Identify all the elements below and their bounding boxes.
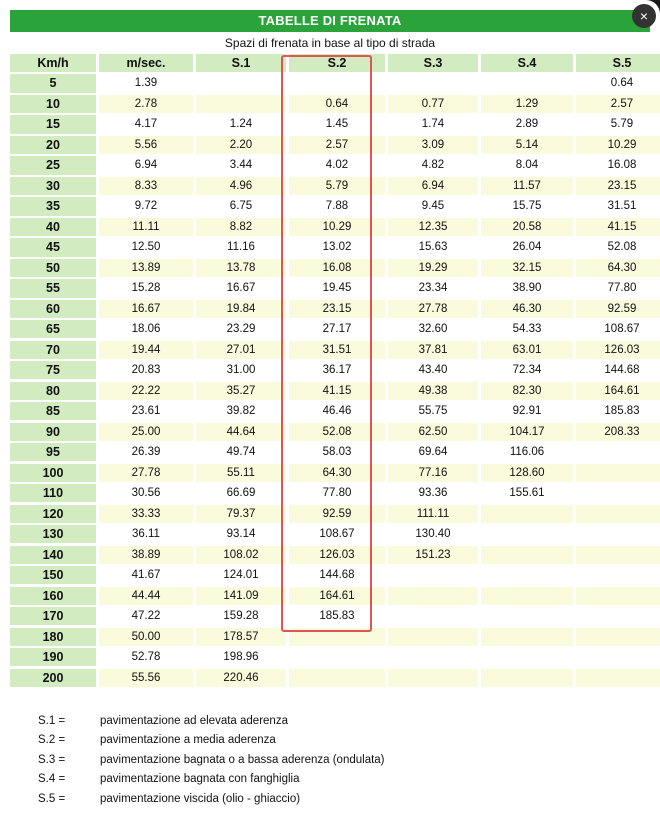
table-cell-s3: 111.11 — [388, 505, 478, 523]
table-cell-s1: 1.24 — [196, 115, 286, 133]
table-cell-kmh: 65 — [10, 320, 96, 338]
table-cell-msec: 16.67 — [99, 300, 193, 318]
table-cell-kmh: 200 — [10, 669, 96, 687]
table-cell-s4 — [481, 648, 573, 666]
table-cell-s5: 5.79 — [576, 115, 660, 133]
table-cell-s3: 69.64 — [388, 443, 478, 461]
table-cell-msec: 12.50 — [99, 238, 193, 256]
table-cell-s5: 164.61 — [576, 382, 660, 400]
table-cell-msec: 2.78 — [99, 95, 193, 113]
table-cell-s1: 13.78 — [196, 259, 286, 277]
table-cell-s5: 52.08 — [576, 238, 660, 256]
table-cell-s1: 27.01 — [196, 341, 286, 359]
table-cell-msec: 30.56 — [99, 484, 193, 502]
table-cell-s4 — [481, 669, 573, 687]
table-cell-kmh: 170 — [10, 607, 96, 625]
table-cell-s5: 0.64 — [576, 74, 660, 92]
table-cell-s1: 2.20 — [196, 136, 286, 154]
table-cell-msec: 22.22 — [99, 382, 193, 400]
table-cell-s3: 23.34 — [388, 279, 478, 297]
table-cell-s2 — [289, 669, 385, 687]
table-cell-s1: 66.69 — [196, 484, 286, 502]
table-cell-s2: 19.45 — [289, 279, 385, 297]
table-cell-kmh: 75 — [10, 361, 96, 379]
table-cell-s5: 92.59 — [576, 300, 660, 318]
table-cell-s4: 82.30 — [481, 382, 573, 400]
close-icon[interactable]: × — [632, 4, 656, 28]
table-cell-s5 — [576, 607, 660, 625]
table-cell-s5 — [576, 505, 660, 523]
table-cell-s3: 12.35 — [388, 218, 478, 236]
table-cell-s5: 10.29 — [576, 136, 660, 154]
legend-item — [38, 750, 598, 770]
table-cell-s5: 185.83 — [576, 402, 660, 420]
table-cell-s2: 2.57 — [289, 136, 385, 154]
table-cell-s3 — [388, 669, 478, 687]
table-cell-kmh: 50 — [10, 259, 96, 277]
legend-description: pavimentazione a media aderenza — [100, 734, 276, 747]
table-cell-msec: 15.28 — [99, 279, 193, 297]
table-cell-kmh: 110 — [10, 484, 96, 502]
table-cell-s5: 208.33 — [576, 423, 660, 441]
table-cell-s5: 64.30 — [576, 259, 660, 277]
table-cell-s5: 31.51 — [576, 197, 660, 215]
table-cell-kmh: 60 — [10, 300, 96, 318]
table-cell-kmh: 20 — [10, 136, 96, 154]
table-cell-s1: 55.11 — [196, 464, 286, 482]
table-cell-s5: 23.15 — [576, 177, 660, 195]
table-cell-s4: 26.04 — [481, 238, 573, 256]
table-cell-kmh: 85 — [10, 402, 96, 420]
table-cell-s2: 41.15 — [289, 382, 385, 400]
table-cell-s5 — [576, 525, 660, 543]
table-cell-s3: 43.40 — [388, 361, 478, 379]
legend-key: S.4 = — [38, 773, 66, 786]
table-cell-kmh: 120 — [10, 505, 96, 523]
table-cell-s5 — [576, 669, 660, 687]
table-cell-s2 — [289, 648, 385, 666]
table-cell-msec: 55.56 — [99, 669, 193, 687]
table-cell-s2 — [289, 628, 385, 646]
table-cell-s2: 46.46 — [289, 402, 385, 420]
table-cell-s3: 130.40 — [388, 525, 478, 543]
table-cell-s1: 108.02 — [196, 546, 286, 564]
table-cell-s3 — [388, 607, 478, 625]
table-cell-s1: 198.96 — [196, 648, 286, 666]
table-cell-msec: 23.61 — [99, 402, 193, 420]
legend-key: S.1 = — [38, 714, 66, 727]
table-cell-kmh: 150 — [10, 566, 96, 584]
table-cell-s3 — [388, 74, 478, 92]
table-cell-s3: 151.23 — [388, 546, 478, 564]
table-cell-kmh: 35 — [10, 197, 96, 215]
table-cell-s1: 16.67 — [196, 279, 286, 297]
table-cell-kmh: 15 — [10, 115, 96, 133]
table-cell-s1: 159.28 — [196, 607, 286, 625]
header-kmh: Km/h — [10, 54, 96, 72]
table-cell-s4: 1.29 — [481, 95, 573, 113]
table-cell-s4: 15.75 — [481, 197, 573, 215]
table-cell-s2: 126.03 — [289, 546, 385, 564]
table-cell-s5 — [576, 546, 660, 564]
legend-key: S.3 = — [38, 753, 66, 766]
table-cell-msec: 18.06 — [99, 320, 193, 338]
table-cell-s3: 77.16 — [388, 464, 478, 482]
table-cell-kmh: 10 — [10, 95, 96, 113]
table-cell-s5 — [576, 648, 660, 666]
table-cell-kmh: 55 — [10, 279, 96, 297]
table-cell-s4 — [481, 566, 573, 584]
table-cell-s4: 11.57 — [481, 177, 573, 195]
table-cell-s3 — [388, 648, 478, 666]
table-cell-s2: 1.45 — [289, 115, 385, 133]
table-cell-s3: 4.82 — [388, 156, 478, 174]
table-cell-msec: 8.33 — [99, 177, 193, 195]
table-cell-s3: 19.29 — [388, 259, 478, 277]
table-cell-s2 — [289, 74, 385, 92]
table-cell-kmh: 130 — [10, 525, 96, 543]
table-cell-s4 — [481, 525, 573, 543]
table-cell-s3: 55.75 — [388, 402, 478, 420]
table-cell-s1: 124.01 — [196, 566, 286, 584]
table-cell-s5 — [576, 628, 660, 646]
legend-key: S.2 = — [38, 734, 66, 747]
table-cell-s3: 62.50 — [388, 423, 478, 441]
legend-description: pavimentazione ad elevata aderenza — [100, 714, 288, 727]
table-cell-s2: 164.61 — [289, 587, 385, 605]
table-cell-kmh: 5 — [10, 74, 96, 92]
table-cell-msec: 33.33 — [99, 505, 193, 523]
table-cell-s4 — [481, 628, 573, 646]
table-cell-s4 — [481, 74, 573, 92]
table-cell-s5: 126.03 — [576, 341, 660, 359]
header-s5: S.5 — [576, 54, 660, 72]
table-cell-s3: 93.36 — [388, 484, 478, 502]
table-cell-s3: 1.74 — [388, 115, 478, 133]
table-cell-s2: 185.83 — [289, 607, 385, 625]
page-title: TABELLE DI FRENATA — [10, 10, 650, 32]
table-cell-s3: 27.78 — [388, 300, 478, 318]
table-cell-s4: 2.89 — [481, 115, 573, 133]
table-cell-msec: 13.89 — [99, 259, 193, 277]
table-cell-s1: 6.75 — [196, 197, 286, 215]
table-cell-s2: 10.29 — [289, 218, 385, 236]
table-cell-s1: 8.82 — [196, 218, 286, 236]
table-cell-s1: 220.46 — [196, 669, 286, 687]
table-cell-kmh: 95 — [10, 443, 96, 461]
table-cell-msec: 9.72 — [99, 197, 193, 215]
table-cell-kmh: 25 — [10, 156, 96, 174]
table-cell-s2: 77.80 — [289, 484, 385, 502]
table-cell-s1: 4.96 — [196, 177, 286, 195]
table-cell-msec: 1.39 — [99, 74, 193, 92]
table-cell-s5: 41.15 — [576, 218, 660, 236]
table-cell-msec: 52.78 — [99, 648, 193, 666]
table-cell-kmh: 180 — [10, 628, 96, 646]
table-cell-msec: 20.83 — [99, 361, 193, 379]
table-cell-s4: 54.33 — [481, 320, 573, 338]
table-cell-s4 — [481, 505, 573, 523]
table-cell-s5: 108.67 — [576, 320, 660, 338]
table-cell-msec: 27.78 — [99, 464, 193, 482]
table-cell-s1: 49.74 — [196, 443, 286, 461]
table-cell-kmh: 70 — [10, 341, 96, 359]
table-cell-msec: 6.94 — [99, 156, 193, 174]
table-cell-s3: 37.81 — [388, 341, 478, 359]
table-cell-kmh: 190 — [10, 648, 96, 666]
table-cell-kmh: 90 — [10, 423, 96, 441]
braking-table — [10, 54, 660, 687]
legend-description: pavimentazione bagnata o a bassa aderenza (ondulata) — [100, 753, 385, 766]
table-cell-s2: 7.88 — [289, 197, 385, 215]
table-cell-s4: 46.30 — [481, 300, 573, 318]
table-cell-s1: 79.37 — [196, 505, 286, 523]
table-cell-s2: 36.17 — [289, 361, 385, 379]
table-cell-s5: 77.80 — [576, 279, 660, 297]
table-cell-s3: 3.09 — [388, 136, 478, 154]
table-cell-s1: 141.09 — [196, 587, 286, 605]
table-cell-kmh: 140 — [10, 546, 96, 564]
table-cell-s1: 11.16 — [196, 238, 286, 256]
table-cell-s2: 27.17 — [289, 320, 385, 338]
legend-description: pavimentazione bagnata con fanghiglia — [100, 773, 300, 786]
table-cell-s4: 92.91 — [481, 402, 573, 420]
table-cell-s1: 39.82 — [196, 402, 286, 420]
table-cell-s3: 6.94 — [388, 177, 478, 195]
table-cell-s2: 52.08 — [289, 423, 385, 441]
table-cell-s4: 8.04 — [481, 156, 573, 174]
table-cell-kmh: 80 — [10, 382, 96, 400]
table-cell-s5 — [576, 484, 660, 502]
table-cell-s5 — [576, 443, 660, 461]
table-cell-s2: 23.15 — [289, 300, 385, 318]
table-cell-s2: 144.68 — [289, 566, 385, 584]
table-cell-s1: 3.44 — [196, 156, 286, 174]
legend-key: S.5 = — [38, 792, 66, 805]
table-cell-s1: 23.29 — [196, 320, 286, 338]
table-cell-s5 — [576, 566, 660, 584]
table-cell-s1 — [196, 95, 286, 113]
table-cell-msec: 11.11 — [99, 218, 193, 236]
table-cell-s4: 20.58 — [481, 218, 573, 236]
table-cell-s3: 49.38 — [388, 382, 478, 400]
table-cell-s2: 58.03 — [289, 443, 385, 461]
table-cell-msec: 47.22 — [99, 607, 193, 625]
table-cell-s4: 155.61 — [481, 484, 573, 502]
table-cell-s2: 16.08 — [289, 259, 385, 277]
table-cell-s2: 92.59 — [289, 505, 385, 523]
table-cell-kmh: 40 — [10, 218, 96, 236]
legend-description: pavimentazione viscida (olio - ghiaccio) — [100, 792, 301, 805]
table-cell-kmh: 30 — [10, 177, 96, 195]
table-cell-msec: 5.56 — [99, 136, 193, 154]
table-cell-s2: 13.02 — [289, 238, 385, 256]
table-cell-s1: 44.64 — [196, 423, 286, 441]
table-cell-s2: 64.30 — [289, 464, 385, 482]
table-cell-s3: 32.60 — [388, 320, 478, 338]
table-cell-s3: 9.45 — [388, 197, 478, 215]
legend-item — [38, 731, 598, 751]
table-cell-msec: 25.00 — [99, 423, 193, 441]
table-cell-s5: 2.57 — [576, 95, 660, 113]
header-s4: S.4 — [481, 54, 573, 72]
table-cell-s3 — [388, 566, 478, 584]
table-cell-s2: 108.67 — [289, 525, 385, 543]
table-cell-s5 — [576, 587, 660, 605]
table-cell-s2: 31.51 — [289, 341, 385, 359]
legend-item — [38, 789, 598, 809]
legend — [38, 711, 598, 809]
table-cell-msec: 44.44 — [99, 587, 193, 605]
table-cell-s4 — [481, 607, 573, 625]
table-cell-s5: 144.68 — [576, 361, 660, 379]
header-s1: S.1 — [196, 54, 286, 72]
table-cell-s4: 104.17 — [481, 423, 573, 441]
table-cell-s4: 128.60 — [481, 464, 573, 482]
table-cell-s4 — [481, 546, 573, 564]
table-cell-s2: 5.79 — [289, 177, 385, 195]
table-cell-s1: 19.84 — [196, 300, 286, 318]
table-cell-msec: 26.39 — [99, 443, 193, 461]
table-cell-s1: 93.14 — [196, 525, 286, 543]
table-cell-kmh: 45 — [10, 238, 96, 256]
table-cell-s1 — [196, 74, 286, 92]
table-cell-s4: 116.06 — [481, 443, 573, 461]
legend-item — [38, 770, 598, 790]
table-cell-msec: 19.44 — [99, 341, 193, 359]
table-cell-msec: 36.11 — [99, 525, 193, 543]
table-cell-s1: 31.00 — [196, 361, 286, 379]
table-cell-s4: 63.01 — [481, 341, 573, 359]
table-cell-s4: 5.14 — [481, 136, 573, 154]
table-cell-s4: 32.15 — [481, 259, 573, 277]
table-cell-s3 — [388, 628, 478, 646]
table-cell-msec: 38.89 — [99, 546, 193, 564]
table-cell-s3: 15.63 — [388, 238, 478, 256]
table-cell-s2: 4.02 — [289, 156, 385, 174]
table-cell-s3: 0.77 — [388, 95, 478, 113]
table-cell-s4 — [481, 587, 573, 605]
table-cell-s4: 38.90 — [481, 279, 573, 297]
table-cell-s2: 0.64 — [289, 95, 385, 113]
table-cell-s1: 178.57 — [196, 628, 286, 646]
legend-item — [38, 711, 598, 731]
table-cell-msec: 4.17 — [99, 115, 193, 133]
table-cell-s1: 35.27 — [196, 382, 286, 400]
table-cell-kmh: 100 — [10, 464, 96, 482]
table-cell-s4: 72.34 — [481, 361, 573, 379]
table-cell-s3 — [388, 587, 478, 605]
table-cell-msec: 41.67 — [99, 566, 193, 584]
header-s3: S.3 — [388, 54, 478, 72]
header-s2: S.2 — [289, 54, 385, 72]
page-subtitle: Spazi di frenata in base al tipo di strada — [224, 36, 436, 50]
header-msec: m/sec. — [99, 54, 193, 72]
table-cell-s5: 16.08 — [576, 156, 660, 174]
table-cell-kmh: 160 — [10, 587, 96, 605]
table-cell-s5 — [576, 464, 660, 482]
table-cell-msec: 50.00 — [99, 628, 193, 646]
